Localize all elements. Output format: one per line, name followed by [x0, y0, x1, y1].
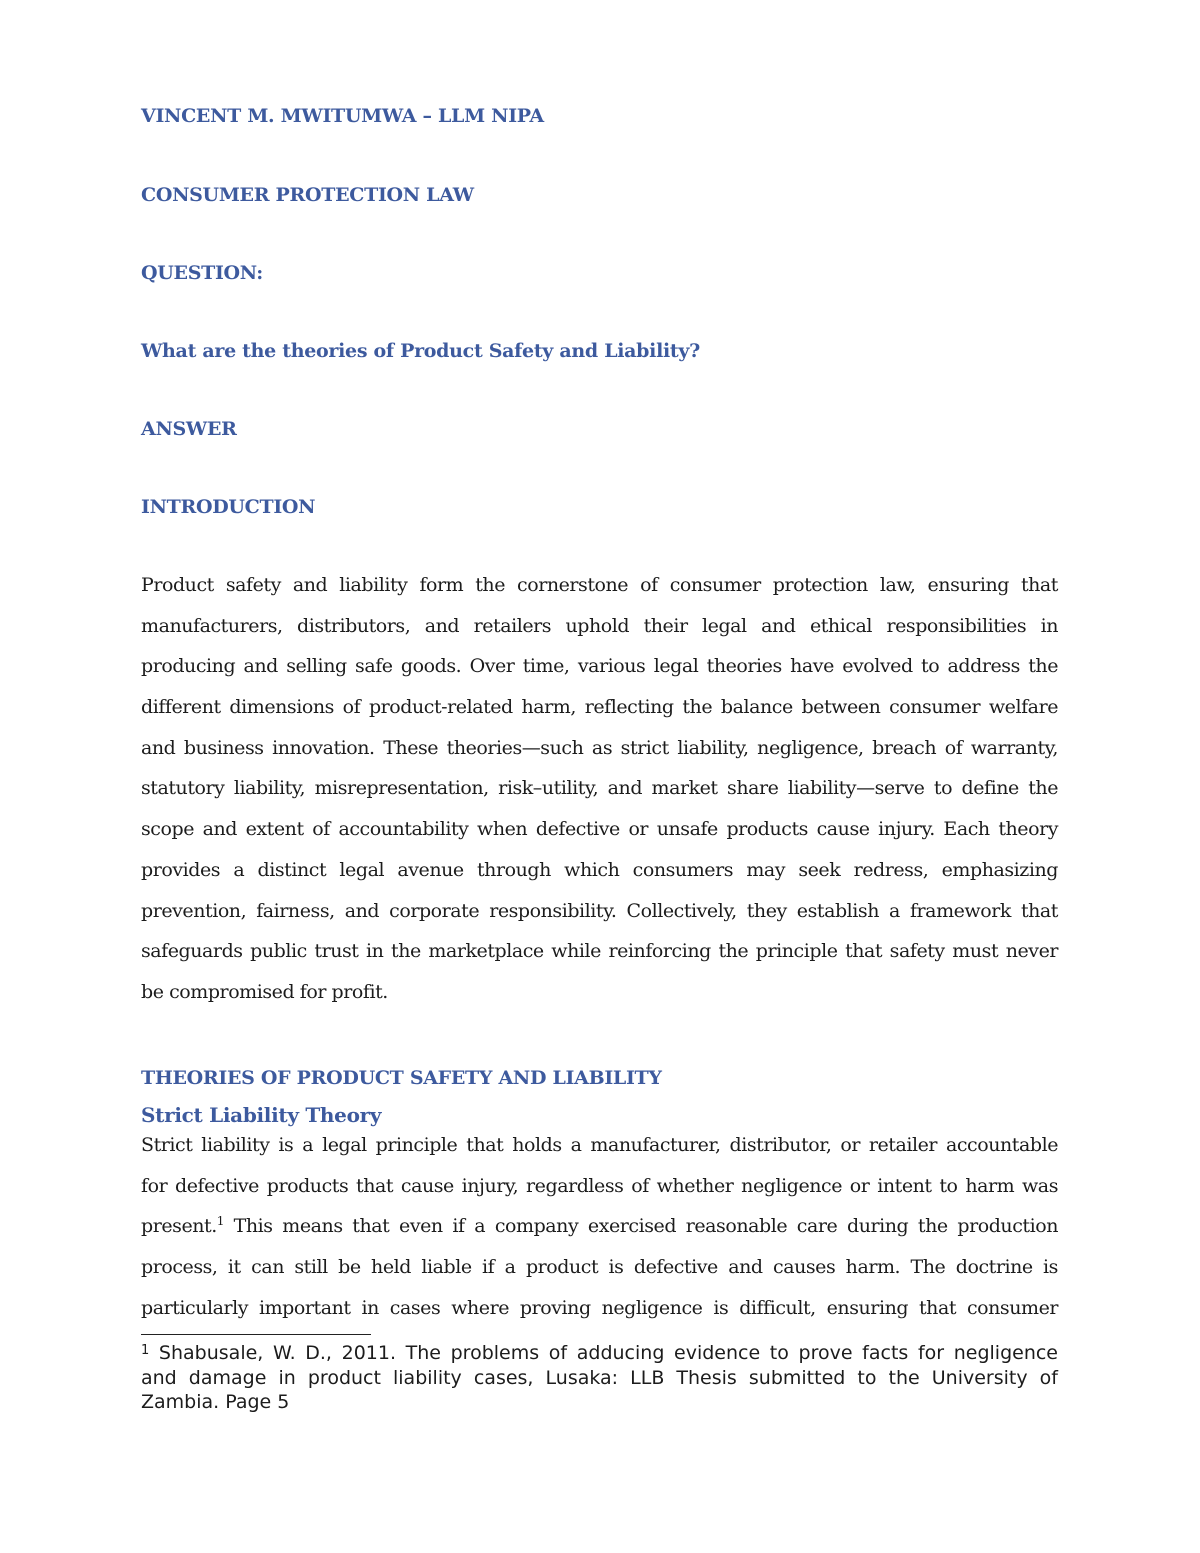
answer-label: ANSWER [141, 418, 237, 440]
footnote-reference[interactable]: 1 [216, 1214, 224, 1229]
line-text: present. [141, 1215, 217, 1238]
paragraph-line [141, 1206, 1058, 1247]
paragraph-line: statutory liability, misrepresentation, risk–utility, and market share liability—serve to define the [141, 777, 1058, 800]
paragraph-line: safeguards public trust in the marketplace while reinforcing the principle that safety must never [141, 940, 1058, 963]
introduction-paragraph [141, 565, 1058, 1013]
course-title: CONSUMER PROTECTION LAW [141, 184, 474, 206]
paragraph-line: and business innovation. These theories—such as strict liability, negligence, breach of warranty, [141, 736, 1058, 759]
paragraph-line: for defective products that cause injury, regardless of whether negligence or intent to harm was [141, 1174, 1058, 1197]
paragraph-line: different dimensions of product-related harm, reflecting the balance between consumer welfare [141, 696, 1058, 719]
introduction-heading: INTRODUCTION [141, 496, 316, 518]
paragraph-line: process, it can still be held liable if a product is defective and causes harm. The doctrine is [141, 1256, 1058, 1279]
paragraph-line: scope and extent of accountability when defective or unsafe products cause injury. Each theory [141, 818, 1058, 841]
paragraph-line: manufacturers, distributors, and retailers uphold their legal and ethical responsibilities in [141, 614, 1058, 637]
strict-liability-paragraph [141, 1125, 1058, 1328]
paragraph-line: prevention, fairness, and corporate responsibility. Collectively, they establish a framework that [141, 899, 1058, 922]
footnote-mark: 1 [141, 1343, 150, 1358]
footnote-separator [141, 1334, 371, 1335]
strict-liability-heading: Strict Liability Theory [141, 1103, 382, 1127]
author-line: VINCENT M. MWITUMWA – LLM NIPA [141, 105, 544, 127]
paragraph-line: particularly important in cases where proving negligence is difficult, ensuring that consumer [141, 1296, 1058, 1319]
theories-heading: THEORIES OF PRODUCT SAFETY AND LIABILITY [141, 1067, 662, 1089]
paragraph-line: be compromised for profit. [141, 980, 388, 1003]
paragraph-line: Strict liability is a legal principle that holds a manufacturer, distributor, or retailer accountable [141, 1134, 1058, 1156]
question-text: What are the theories of Product Safety and Liability? [141, 340, 700, 362]
line-text: This means that even if a company exercised reasonable care during the production [223, 1215, 1058, 1238]
footnote-line [141, 1341, 1058, 1366]
paragraph-line: Product safety and liability form the cornerstone of consumer protection law, ensuring that [141, 574, 1058, 596]
question-label: QUESTION: [141, 262, 263, 284]
footnote [141, 1341, 1058, 1415]
paragraph-line: producing and selling safe goods. Over time, various legal theories have evolved to address the [141, 655, 1058, 678]
footnote-text: Shabusale, W. D., 2011. The problems of adducing evidence to prove facts for negligence [149, 1342, 1058, 1364]
paragraph-line: provides a distinct legal avenue through which consumers may seek redress, emphasizing [141, 858, 1058, 881]
footnote-line: Zambia. Page 5 [141, 1391, 290, 1413]
footnote-line: and damage in product liability cases, Lusaka: LLB Thesis submitted to the University of [141, 1366, 1058, 1389]
